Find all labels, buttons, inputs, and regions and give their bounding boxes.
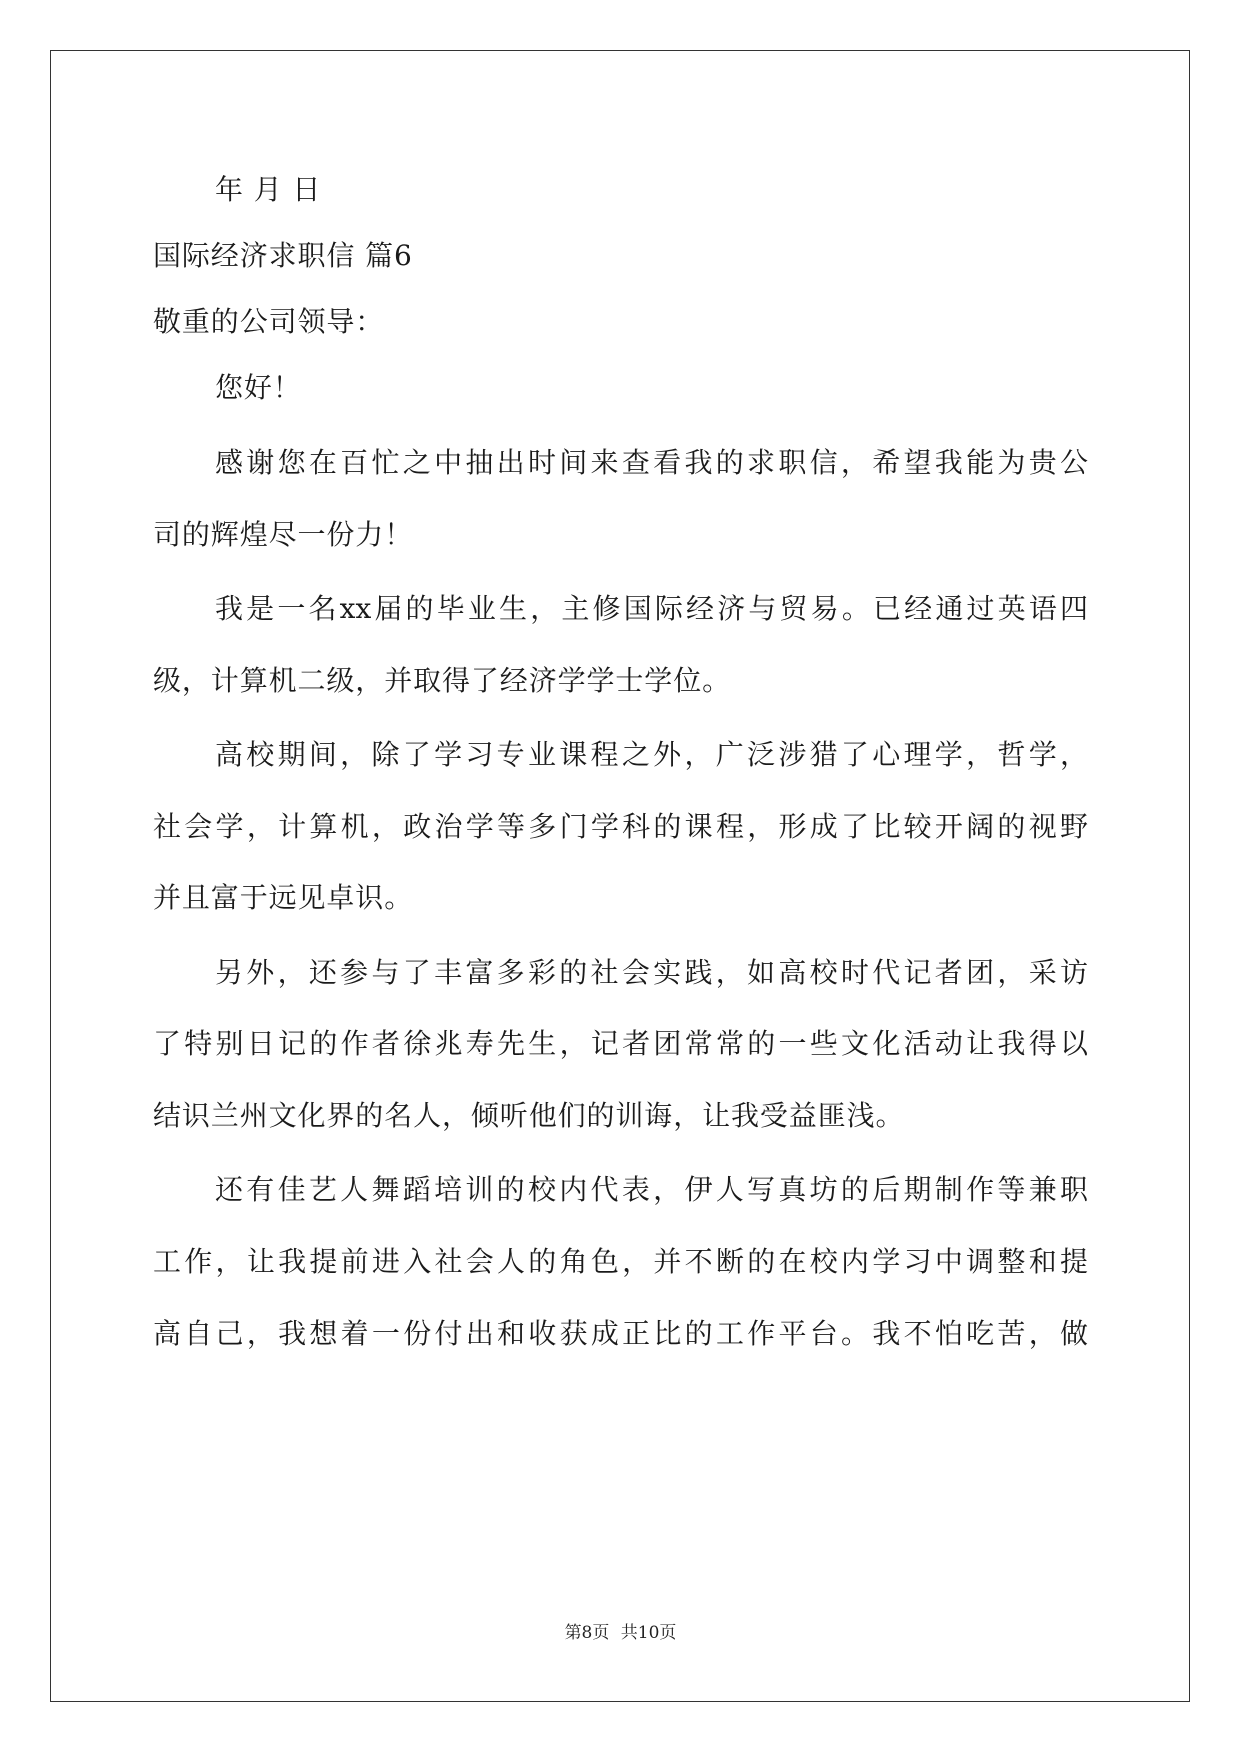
- page-footer: [0, 1622, 1241, 1644]
- page-total: 共10页: [620, 1623, 677, 1643]
- paragraph-line: 感谢您在百忙之中抽出时间来查看我的求职信，希望我能为贵公: [215, 446, 1088, 479]
- page-number: 第8页: [564, 1623, 610, 1643]
- paragraph-line: 了特别日记的作者徐兆寿先生，记者团常常的一些文化活动让我得以: [153, 1027, 1088, 1060]
- paragraph-line: 另外，还参与了丰富多彩的社会实践，如高校时代记者团，采访: [215, 956, 1088, 989]
- paragraph-line: 我是一名xx届的毕业生，主修国际经济与贸易。已经通过英语四: [215, 592, 1088, 625]
- salutation: 敬重的公司领导：: [153, 305, 385, 338]
- paragraph-line: 高自己，我想着一份付出和收获成正比的工作平台。我不怕吃苦，做: [153, 1317, 1088, 1350]
- paragraph-line: 并且富于远见卓识。: [153, 881, 414, 914]
- date-line: 年 月 日: [215, 173, 322, 206]
- greeting: 您好！: [215, 371, 302, 404]
- paragraph-line: 司的辉煌尽一份力！: [153, 518, 414, 551]
- paragraph-line: 还有佳艺人舞蹈培训的校内代表，伊人写真坊的后期制作等兼职: [215, 1173, 1088, 1206]
- section-title: 国际经济求职信 篇6: [153, 239, 413, 272]
- paragraph-line: 社会学，计算机，政治学等多门学科的课程，形成了比较开阔的视野: [153, 810, 1088, 843]
- paragraph-line: 工作，让我提前进入社会人的角色，并不断的在校内学习中调整和提: [153, 1245, 1088, 1278]
- page-border: [50, 50, 1190, 1702]
- paragraph-line: 结识兰州文化界的名人，倾听他们的训诲，让我受益匪浅。: [153, 1099, 905, 1132]
- paragraph-line: 级，计算机二级，并取得了经济学学士学位。: [153, 664, 732, 697]
- paragraph-line: 高校期间，除了学习专业课程之外，广泛涉猎了心理学，哲学，: [215, 738, 1088, 771]
